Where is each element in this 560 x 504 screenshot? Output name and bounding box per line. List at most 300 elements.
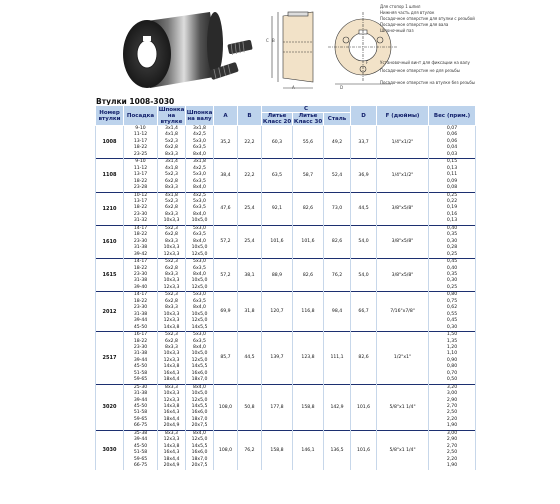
note: Посадочное отверстие для вала (380, 22, 449, 27)
key-shaft: 8x4,0 (186, 384, 214, 391)
dim-d: 82,6 (351, 332, 377, 385)
fit-range: 59-65 (124, 417, 158, 423)
bushing-number: 3020 (96, 384, 124, 430)
weight: 1,10 (429, 351, 476, 357)
fit-range: 31-38 (124, 351, 158, 357)
key-bushing: 12x3,3 (158, 252, 186, 259)
fit-range: 18-22 (124, 205, 158, 211)
dim-label-f: F (366, 60, 369, 65)
key-shaft: 10x5,0 (186, 391, 214, 397)
fit-range: 23-30 (124, 305, 158, 311)
key-bushing: 3x1,4 (158, 126, 186, 133)
cast-30: 101,6 (293, 225, 324, 258)
key-shaft: 6x3,5 (186, 299, 214, 305)
key-shaft: 6x3,5 (186, 339, 214, 345)
key-shaft: 12x5,0 (186, 437, 214, 443)
bushing-number: 1210 (96, 192, 124, 225)
cast-30: 123,8 (293, 332, 324, 385)
dim-b: 25,4 (238, 192, 262, 225)
key-bushing: 16x4,3 (158, 450, 186, 456)
weight: 1,90 (429, 463, 476, 469)
key-bushing: 12x3,3 (158, 398, 186, 404)
key-shaft: 5x3,0 (186, 172, 214, 178)
dim-f: 5/8"x1 1/4" (377, 430, 429, 469)
weight: 0,70 (429, 371, 476, 377)
key-bushing: 20x4,9 (158, 423, 186, 430)
key-shaft: 5x3,0 (186, 259, 214, 266)
weight: 1,50 (429, 332, 476, 339)
key-shaft: 10x5,0 (186, 245, 214, 251)
key-shaft: 8x4,0 (186, 212, 214, 218)
fit-range: 9-10 (124, 159, 158, 166)
fit-range: 45-50 (124, 444, 158, 450)
dim-label-d: D (340, 85, 344, 90)
key-shaft: 5x3,0 (186, 292, 214, 299)
fit-range: 23-25 (124, 152, 158, 159)
dim-a: 38,4 (214, 159, 238, 192)
cast-30: 146,1 (293, 430, 324, 469)
key-bushing: 6x2,8 (158, 232, 186, 238)
header-b: B (238, 106, 262, 126)
weight: 0,90 (429, 358, 476, 364)
cast-20: 63,5 (262, 159, 293, 192)
fit-range: 39-44 (124, 437, 158, 443)
weight: 0,03 (429, 152, 476, 159)
key-bushing: 10x3,3 (158, 312, 186, 318)
key-shaft: 16x6,0 (186, 450, 214, 456)
fit-range: 18-22 (124, 145, 158, 151)
dim-f: 7/16"x7/8" (377, 292, 429, 332)
weight: 0,11 (429, 172, 476, 178)
weight: 2,20 (429, 417, 476, 423)
cast-20: 92,1 (262, 192, 293, 225)
header-key-shaft: Шпонка на валу (186, 106, 214, 126)
dim-d: 36,9 (351, 159, 377, 192)
weight: 0,35 (429, 272, 476, 278)
cast-20: 177,8 (262, 384, 293, 430)
weight: 0,28 (429, 245, 476, 251)
key-bushing: 3x1,4 (158, 159, 186, 166)
fit-range: 18-22 (124, 266, 158, 272)
fit-range: 13-17 (124, 199, 158, 205)
dim-f: 1/2"x1" (377, 332, 429, 385)
steel: 136,5 (324, 430, 351, 469)
bushing-number: 1615 (96, 259, 124, 292)
key-bushing: 8x3,3 (158, 305, 186, 311)
key-bushing: 8x3,3 (158, 239, 186, 245)
header-cast-30: Литье Класс 30 (293, 113, 323, 125)
dim-b: 25,4 (238, 225, 262, 258)
key-shaft: 10x5,0 (186, 351, 214, 357)
weight: 0,07 (429, 126, 476, 133)
fit-range: 39-40 (124, 285, 158, 292)
fit-range: 13-17 (124, 172, 158, 178)
bushing-number: 2517 (96, 332, 124, 385)
cast-20: 88,9 (262, 259, 293, 292)
weight: 0,13 (429, 166, 476, 172)
key-bushing: 10x3,3 (158, 218, 186, 225)
steel: 82,6 (324, 225, 351, 258)
set-screw-1 (227, 40, 253, 55)
fit-range: 51-58 (124, 371, 158, 377)
fit-range: 14-17 (124, 292, 158, 299)
weight: 0,45 (429, 318, 476, 324)
key-shaft: 6x3,5 (186, 179, 214, 185)
dim-label-a: A (292, 85, 295, 90)
dim-a: 57,2 (214, 259, 238, 292)
key-shaft: 8x4,0 (186, 272, 214, 278)
fit-range: 23-30 (124, 272, 158, 278)
key-bushing: 8x3,3 (158, 430, 186, 437)
table-row (96, 159, 476, 166)
fit-range: 66-75 (124, 463, 158, 469)
fit-range: 39-44 (124, 398, 158, 404)
dim-a: 35,2 (214, 126, 238, 159)
key-shaft: 12x5,0 (186, 285, 214, 292)
header-steel: Сталь (324, 113, 351, 126)
weight: 1,90 (429, 423, 476, 430)
cast-30: 82,6 (293, 192, 324, 225)
fit-range: 23-28 (124, 185, 158, 192)
key-bushing: 6x2,8 (158, 179, 186, 185)
key-shaft: 8x4,0 (186, 305, 214, 311)
key-bushing: 10x3,3 (158, 391, 186, 397)
table-row (96, 126, 476, 133)
fit-range: 66-75 (124, 423, 158, 430)
fit-range: 23-30 (124, 212, 158, 218)
key-shaft: 16x6,0 (186, 371, 214, 377)
key-bushing: 8x3,3 (158, 272, 186, 278)
weight: 3,00 (429, 430, 476, 437)
dim-b: 76,2 (238, 430, 262, 469)
weight: 0,80 (429, 292, 476, 299)
dim-b: 22,2 (238, 126, 262, 159)
key-shaft: 10x5,0 (186, 312, 214, 318)
key-shaft: 12x5,0 (186, 318, 214, 324)
key-bushing: 5x2,3 (158, 225, 186, 232)
header-weight: Вес (прим.) (429, 106, 476, 126)
table-row (96, 292, 476, 299)
key-shaft: 12x5,0 (186, 398, 214, 404)
weight: 0,22 (429, 199, 476, 205)
dim-d: 66,7 (351, 292, 377, 332)
cast-30: 58,7 (293, 159, 324, 192)
key-bushing: 10x3,3 (158, 278, 186, 284)
dim-d: 54,0 (351, 225, 377, 258)
weight: 0,13 (429, 218, 476, 225)
fit-range: 39-44 (124, 318, 158, 324)
steel: 111,1 (324, 332, 351, 385)
dim-b: 22,2 (238, 159, 262, 192)
fit-range: 39-42 (124, 252, 158, 259)
key-shaft: 8x4,0 (186, 152, 214, 159)
weight: 0,50 (429, 377, 476, 384)
key-bushing: 5x2,3 (158, 292, 186, 299)
weight: 0,25 (429, 252, 476, 259)
key-shaft: 4x2,5 (186, 192, 214, 199)
cast-20: 120,7 (262, 292, 293, 332)
note: Посадочное отверстие не для резьбы (380, 68, 460, 73)
fit-range: 45-50 (124, 364, 158, 370)
fit-range: 51-58 (124, 410, 158, 416)
weight: 0,30 (429, 239, 476, 245)
key-shaft: 5x3,0 (186, 332, 214, 339)
header-bushing-no: Номер втулки (96, 106, 124, 126)
dim-label-c: C (266, 38, 269, 43)
dim-a: 108,0 (214, 430, 238, 469)
header-c: C (262, 106, 351, 113)
key-bushing: 4x1,8 (158, 192, 186, 199)
dim-a: 47,6 (214, 192, 238, 225)
key-shaft: 3x1,8 (186, 126, 214, 133)
note: Нижняя часть для втулок (380, 10, 435, 15)
weight: 2,50 (429, 450, 476, 456)
header-a: A (214, 106, 238, 126)
table-row (96, 192, 476, 199)
fit-range: 31-38 (124, 391, 158, 397)
key-shaft: 4x2,5 (186, 132, 214, 138)
weight: 0,40 (429, 225, 476, 232)
header-illustration (0, 0, 560, 98)
key-bushing: 20x4,9 (158, 463, 186, 469)
note: Посадочное отверстие для втулки с резьбой (380, 16, 475, 21)
fit-range: 31-32 (124, 218, 158, 225)
weight: 0,35 (429, 232, 476, 238)
dim-f: 3/8"x5/8" (377, 192, 429, 225)
key-shaft: 4x2,5 (186, 166, 214, 172)
key-bushing: 6x2,8 (158, 299, 186, 305)
key-bushing: 12x3,3 (158, 437, 186, 443)
dim-b: 38,1 (238, 259, 262, 292)
weight: 0,30 (429, 325, 476, 332)
key-shaft: 6x3,5 (186, 145, 214, 151)
dim-d: 101,6 (351, 384, 377, 430)
weight: 0,06 (429, 139, 476, 145)
note: Шпоночный паз (380, 28, 414, 33)
weight: 0,45 (429, 259, 476, 266)
dim-a: 69,9 (214, 292, 238, 332)
dim-a: 108,0 (214, 384, 238, 430)
dim-a: 85,7 (214, 332, 238, 385)
cast-30: 55,6 (293, 126, 324, 159)
steel: 73,0 (324, 192, 351, 225)
key-bushing: 6x2,8 (158, 145, 186, 151)
key-bushing: 16x4,3 (158, 410, 186, 416)
fit-range: 18-22 (124, 299, 158, 305)
weight: 0,09 (429, 179, 476, 185)
fit-range: 51-58 (124, 450, 158, 456)
dim-f: 1/4"x1/2" (377, 126, 429, 159)
weight: 2,20 (429, 457, 476, 463)
key-shaft: 12x5,0 (186, 252, 214, 259)
dim-b: 50,8 (238, 384, 262, 430)
table-header (96, 106, 476, 126)
fit-range: 31-38 (124, 278, 158, 284)
taper-bushing-photo (110, 4, 280, 96)
fit-range: 59-65 (124, 377, 158, 384)
table-row (96, 430, 476, 437)
bushing-number: 1108 (96, 159, 124, 192)
key-bushing: 10x3,3 (158, 351, 186, 357)
weight: 0,25 (429, 285, 476, 292)
weight: 2,70 (429, 444, 476, 450)
weight: 0,30 (429, 278, 476, 284)
key-bushing: 18x4,4 (158, 417, 186, 423)
fit-range: 18-22 (124, 339, 158, 345)
key-bushing: 18x4,4 (158, 377, 186, 384)
key-shaft: 18x7,0 (186, 417, 214, 423)
weight: 2,90 (429, 398, 476, 404)
fit-range: 23-30 (124, 345, 158, 351)
note: Установочный винт для фиксации на валу (380, 60, 470, 65)
fit-range: 14-17 (124, 259, 158, 266)
cast-30: 158,8 (293, 384, 324, 430)
table-title: Втулки 1008-3030 (96, 97, 175, 106)
key-shaft: 8x4,0 (186, 430, 214, 437)
fit-range: 14-17 (124, 225, 158, 232)
key-bushing: 14x3,8 (158, 404, 186, 410)
key-bushing: 6x2,8 (158, 266, 186, 272)
weight: 3,20 (429, 384, 476, 391)
table-row (96, 384, 476, 391)
key-bushing: 12x3,3 (158, 285, 186, 292)
fit-range: 35-38 (124, 430, 158, 437)
bushing-number: 1008 (96, 126, 124, 159)
weight: 0,19 (429, 205, 476, 211)
cast-20: 101,6 (262, 225, 293, 258)
table-row (96, 332, 476, 339)
header-d: D (351, 106, 377, 126)
dim-d: 54,0 (351, 259, 377, 292)
header-key-bushing: Шпонка на втулке (158, 106, 185, 125)
bushing-number: 3030 (96, 430, 124, 469)
key-shaft: 20x7,5 (186, 423, 214, 430)
weight: 0,55 (429, 312, 476, 318)
cast-20: 139,7 (262, 332, 293, 385)
key-bushing: 5x2,3 (158, 332, 186, 339)
fit-range: 31-38 (124, 312, 158, 318)
fit-range: 13-17 (124, 139, 158, 145)
cast-30: 82,6 (293, 259, 324, 292)
header-cast-20: Литье Класс 20 (262, 113, 292, 125)
bushing-number: 2012 (96, 292, 124, 332)
key-bushing: 6x2,8 (158, 339, 186, 345)
drawing-notes (380, 2, 490, 94)
key-shaft: 5x3,0 (186, 139, 214, 145)
steel: 142,9 (324, 384, 351, 430)
weight: 0,25 (429, 192, 476, 199)
key-bushing: 5x2,3 (158, 259, 186, 266)
key-bushing: 8x3,3 (158, 212, 186, 218)
weight: 3,00 (429, 391, 476, 397)
key-shaft: 8x4,0 (186, 345, 214, 351)
cast-30: 116,8 (293, 292, 324, 332)
key-bushing: 5x2,3 (158, 139, 186, 145)
key-shaft: 8x4,0 (186, 239, 214, 245)
key-bushing: 14x3,8 (158, 444, 186, 450)
steel: 49,2 (324, 126, 351, 159)
key-bushing: 14x3,8 (158, 364, 186, 370)
weight: 2,50 (429, 410, 476, 416)
key-shaft: 16x6,0 (186, 410, 214, 416)
key-shaft: 14x5,5 (186, 325, 214, 332)
table-body (96, 126, 476, 470)
note: Посадочное отверстие на втулке без резьбы (380, 80, 476, 85)
note: Для стопор 1 шпил (380, 4, 421, 9)
key-bushing: 8x3,3 (158, 185, 186, 192)
dim-f: 5/8"x1 1/4" (377, 384, 429, 430)
fit-range: 18-22 (124, 232, 158, 238)
fit-range: 10-12 (124, 192, 158, 199)
fit-range: 9-10 (124, 126, 158, 133)
fit-range: 59-65 (124, 457, 158, 463)
key-shaft: 6x3,5 (186, 205, 214, 211)
key-shaft: 5x3,0 (186, 199, 214, 205)
key-bushing: 12x3,3 (158, 358, 186, 364)
key-shaft: 20x7,5 (186, 463, 214, 469)
dim-f: 3/8"x5/8" (377, 225, 429, 258)
bushing-number: 1610 (96, 225, 124, 258)
weight: 0,04 (429, 145, 476, 151)
weight: 1,35 (429, 339, 476, 345)
table-row (96, 225, 476, 232)
fit-range: 16-17 (124, 332, 158, 339)
weight: 0,62 (429, 305, 476, 311)
fit-range: 11-12 (124, 166, 158, 172)
weight: 0,08 (429, 185, 476, 192)
dim-f: 3/8"x5/8" (377, 259, 429, 292)
header-f: F (дюймы) (377, 106, 429, 126)
fit-range: 11-12 (124, 132, 158, 138)
dim-d: 44,5 (351, 192, 377, 225)
key-bushing: 12x3,3 (158, 318, 186, 324)
key-shaft: 10x5,0 (186, 278, 214, 284)
cast-20: 158,8 (262, 430, 293, 469)
dim-a: 57,2 (214, 225, 238, 258)
weight: 2,90 (429, 437, 476, 443)
header-fit: Посадка (124, 106, 158, 126)
weight: 0,15 (429, 159, 476, 166)
fit-range: 39-44 (124, 358, 158, 364)
dim-d: 101,6 (351, 430, 377, 469)
key-shaft: 18x7,0 (186, 377, 214, 384)
key-shaft: 10x5,0 (186, 218, 214, 225)
key-shaft: 6x3,5 (186, 266, 214, 272)
table-row (96, 259, 476, 266)
key-bushing: 4x1,8 (158, 132, 186, 138)
key-shaft: 6x3,5 (186, 232, 214, 238)
fit-range: 31-38 (124, 245, 158, 251)
dim-label-b: B (272, 38, 275, 43)
fit-range: 45-50 (124, 404, 158, 410)
weight: 0,16 (429, 212, 476, 218)
fit-range: 25-30 (124, 384, 158, 391)
steel: 98,4 (324, 292, 351, 332)
key-shaft: 3x1,8 (186, 159, 214, 166)
fit-range: 23-30 (124, 239, 158, 245)
weight: 0,80 (429, 364, 476, 370)
key-shaft: 5x3,0 (186, 225, 214, 232)
dim-b: 31,8 (238, 292, 262, 332)
key-bushing: 16x4,3 (158, 371, 186, 377)
weight: 0,75 (429, 299, 476, 305)
key-bushing: 4x1,8 (158, 166, 186, 172)
bushing-spec-table (95, 105, 476, 470)
key-bushing: 8x3,3 (158, 345, 186, 351)
weight: 1,20 (429, 345, 476, 351)
key-bushing: 5x2,3 (158, 172, 186, 178)
key-bushing: 10x3,3 (158, 245, 186, 251)
